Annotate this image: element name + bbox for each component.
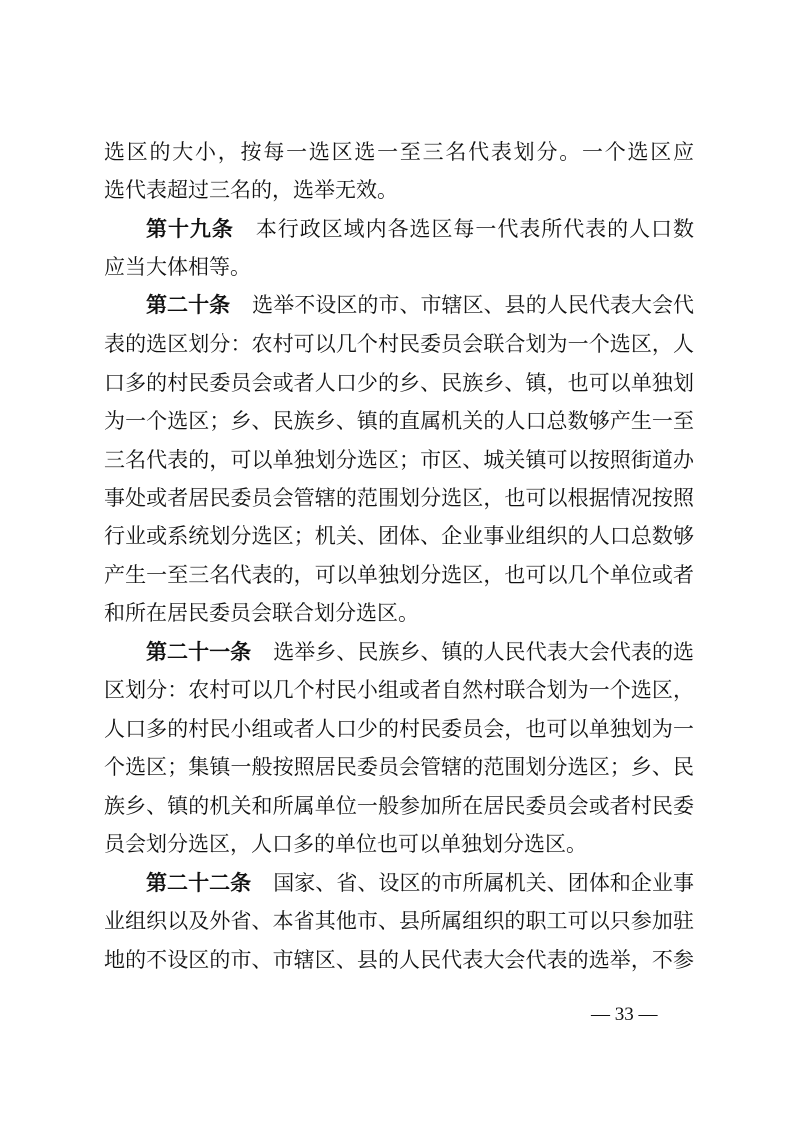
- text-line: 产生一至三名代表的，可以单独划分选区，也可以几个单位或者: [104, 563, 694, 587]
- article-text: 选举乡、民族乡、镇的人民代表大会代表的选: [273, 640, 695, 664]
- article-21-line: [146, 634, 694, 670]
- text-line: 口多的村民委员会或者人口少的乡、民族乡、镇，也可以单独划: [104, 371, 694, 395]
- article-title: 第十九条: [146, 217, 234, 241]
- text-line: 表的选区划分：农村可以几个村民委员会联合划为一个选区，人: [104, 332, 694, 356]
- text-line: 个选区；集镇一般按照居民委员会管辖的范围划分选区；乡、民: [104, 755, 694, 779]
- text-line: 选区的大小，按每一选区选一至三名代表划分。一个选区应: [104, 140, 694, 164]
- text-line: 为一个选区；乡、民族乡、镇的直属机关的人口总数够产生一至: [104, 409, 694, 433]
- text-line: 人口多的村民小组或者人口少的村民委员会，也可以单独划为一: [104, 717, 694, 741]
- text-line: 地的不设区的市、市辖区、县的人民代表大会代表的选举，不参: [104, 948, 694, 972]
- text-line: 员会划分选区，人口多的单位也可以单独划分选区。: [104, 832, 587, 856]
- article-title: 第二十二条: [146, 871, 252, 895]
- text-line: 区划分：农村可以几个村民小组或者自然村联合划为一个选区，: [104, 678, 694, 702]
- text-line: 三名代表的，可以单独划分选区；市区、城关镇可以按照街道办: [104, 448, 694, 472]
- article-title: 第二十条: [146, 293, 231, 317]
- text-line: 行业或系统划分选区；机关、团体、企业事业组织的人口总数够: [104, 524, 694, 548]
- article-20-line: [146, 287, 694, 323]
- text-line: 选代表超过三名的，选举无效。: [104, 178, 398, 202]
- text-line: 事处或者居民委员会管辖的范围划分选区，也可以根据情况按照: [104, 486, 694, 510]
- article-22-line: [146, 865, 694, 901]
- article-text: 本行政区域内各选区每一代表所代表的人口数: [255, 217, 695, 241]
- article-19-line: [146, 211, 694, 247]
- text-line: 应当大体相等。: [104, 255, 251, 279]
- text-line: 和所在居民委员会联合划分选区。: [104, 601, 419, 625]
- article-text: 国家、省、设区的市所属机关、团体和企业事: [273, 871, 695, 895]
- article-title: 第二十一条: [146, 640, 252, 664]
- text-line: 族乡、镇的机关和所属单位一般参加所在居民委员会或者村民委: [104, 794, 694, 818]
- text-line: 业组织以及外省、本省其他市、县所属组织的职工可以只参加驻: [104, 909, 694, 933]
- article-text: 选举不设区的市、市辖区、县的人民代表大会代: [252, 293, 695, 317]
- page-number: — 33 —: [591, 1004, 658, 1025]
